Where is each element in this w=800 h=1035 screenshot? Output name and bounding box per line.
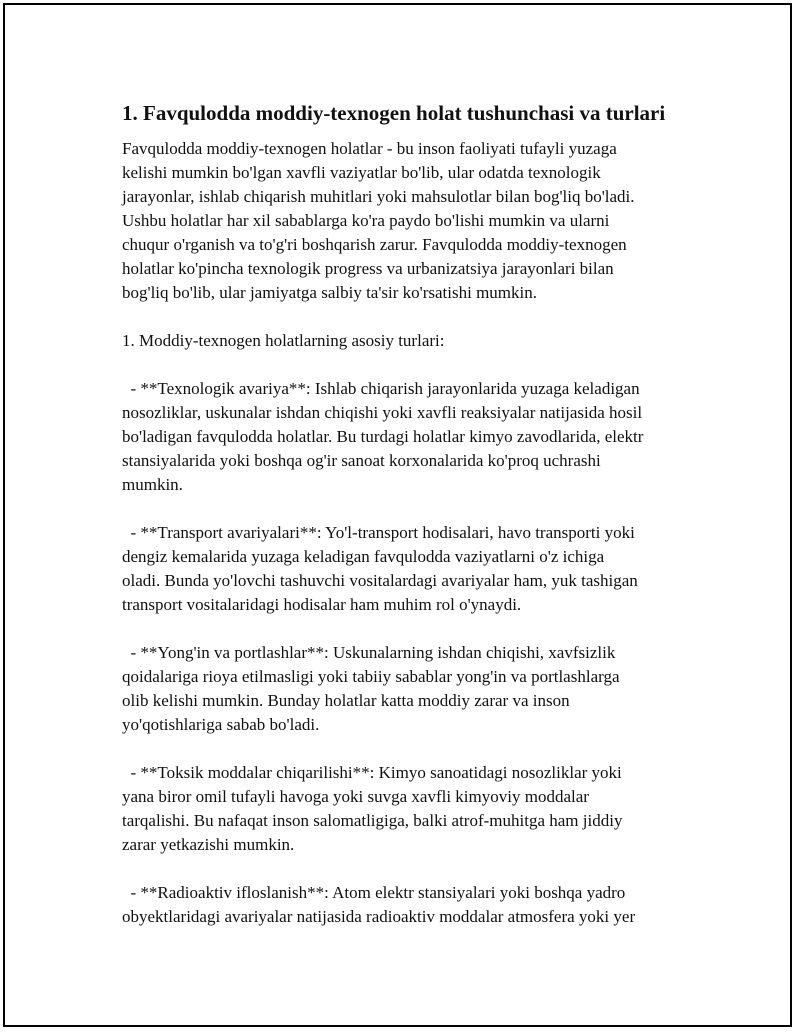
item-line: transport vositalaridagi hodisalar ham muhim rol o'ynaydi. <box>122 595 522 614</box>
intro-paragraph <box>122 137 702 305</box>
item-line: nosozliklar, uskunalar ishdan chiqishi yoki xavfli reaksiyalar natijasida hosil <box>122 403 643 422</box>
paragraph-gap <box>122 737 702 761</box>
paragraph-gap <box>122 617 702 641</box>
paragraph-gap <box>122 857 702 881</box>
item-line: oladi. Bunda yo'lovchi tashuvchi vositalardagi avariyalar ham, yuk tashigan <box>122 571 638 590</box>
item-line: obyektlaridagi avariyalar natijasida radioaktiv moddalar atmosfera yoki yer <box>122 907 636 926</box>
item-line: dengiz kemalarida yuzaga keladigan favqulodda vaziyatlarni o'z ichiga <box>122 547 605 566</box>
page-title: 1. Favqulodda moddiy-texnogen holat tushunchasi va turlari <box>122 101 666 125</box>
list-item-toksik-moddalar <box>122 761 702 857</box>
item-line: - **Transport avariyalari**: Yo'l-transport hodisalari, havo transporti yoki <box>122 523 635 542</box>
item-line: bo'ladigan favqulodda holatlar. Bu turdagi holatlar kimyo zavodlarida, elektr <box>122 427 644 446</box>
paragraph-gap <box>122 305 702 329</box>
list-item-texnologik-avariya <box>122 377 702 497</box>
list-heading: 1. Moddiy-texnogen holatlarning asosiy turlari: <box>122 331 445 350</box>
item-line: - **Texnologik avariya**: Ishlab chiqarish jarayonlarida yuzaga keladigan <box>122 379 640 398</box>
item-line: - **Toksik moddalar chiqarilishi**: Kimyo sanoatidagi nosozliklar yoki <box>122 763 622 782</box>
item-line: qoidalariga rioya etilmasligi yoki tabiiy sabablar yong'in va portlashlarga <box>122 667 620 686</box>
intro-line: Favqulodda moddiy-texnogen holatlar - bu inson faoliyati tufayli yuzaga <box>122 139 617 158</box>
item-line: olib kelishi mumkin. Bunday holatlar katta moddiy zarar va inson <box>122 691 570 710</box>
intro-line: bog'liq bo'lib, ular jamiyatga salbiy ta'sir ko'rsatishi mumkin. <box>122 283 538 302</box>
list-item-transport-avariyalari <box>122 521 702 617</box>
item-line: yana biror omil tufayli havoga yoki suvga xavfli kimyoviy moddalar <box>122 787 589 806</box>
intro-line: Ushbu holatlar har xil sabablarga ko'ra paydo bo'lishi mumkin va ularni <box>122 211 610 230</box>
item-line: stansiyalarida yoki boshqa og'ir sanoat korxonalarida ko'proq uchrashi <box>122 451 601 470</box>
list-item-yongin-portlashlar <box>122 641 702 737</box>
list-item-radioaktiv-ifloslanish <box>122 881 702 929</box>
intro-line: chuqur o'rganish va to'g'ri boshqarish zarur. Favqulodda moddiy-texnogen <box>122 235 627 254</box>
item-line: yo'qotishlariga sabab bo'ladi. <box>122 715 320 734</box>
intro-line: kelishi mumkin bo'lgan xavfli vaziyatlar bo'lib, ular odatda texnologik <box>122 163 601 182</box>
page-frame <box>3 3 792 1027</box>
document-body <box>122 99 702 929</box>
item-line: zarar yetkazishi mumkin. <box>122 835 295 854</box>
intro-line: holatlar ko'pincha texnologik progress va urbanizatsiya jarayonlari bilan <box>122 259 614 278</box>
item-line: - **Yong'in va portlashlar**: Uskunalarning ishdan chiqishi, xavfsizlik <box>122 643 616 662</box>
item-line: tarqalishi. Bu nafaqat inson salomatligiga, balki atrof-muhitga ham jiddiy <box>122 811 623 830</box>
paragraph-gap <box>122 353 702 377</box>
intro-line: jarayonlar, ishlab chiqarish muhitlari yoki mahsulotlar bilan bog'liq bo'ladi. <box>122 187 635 206</box>
item-line: mumkin. <box>122 475 183 494</box>
item-line: - **Radioaktiv ifloslanish**: Atom elektr stansiyalari yoki boshqa yadro <box>122 883 626 902</box>
paragraph-gap <box>122 497 702 521</box>
